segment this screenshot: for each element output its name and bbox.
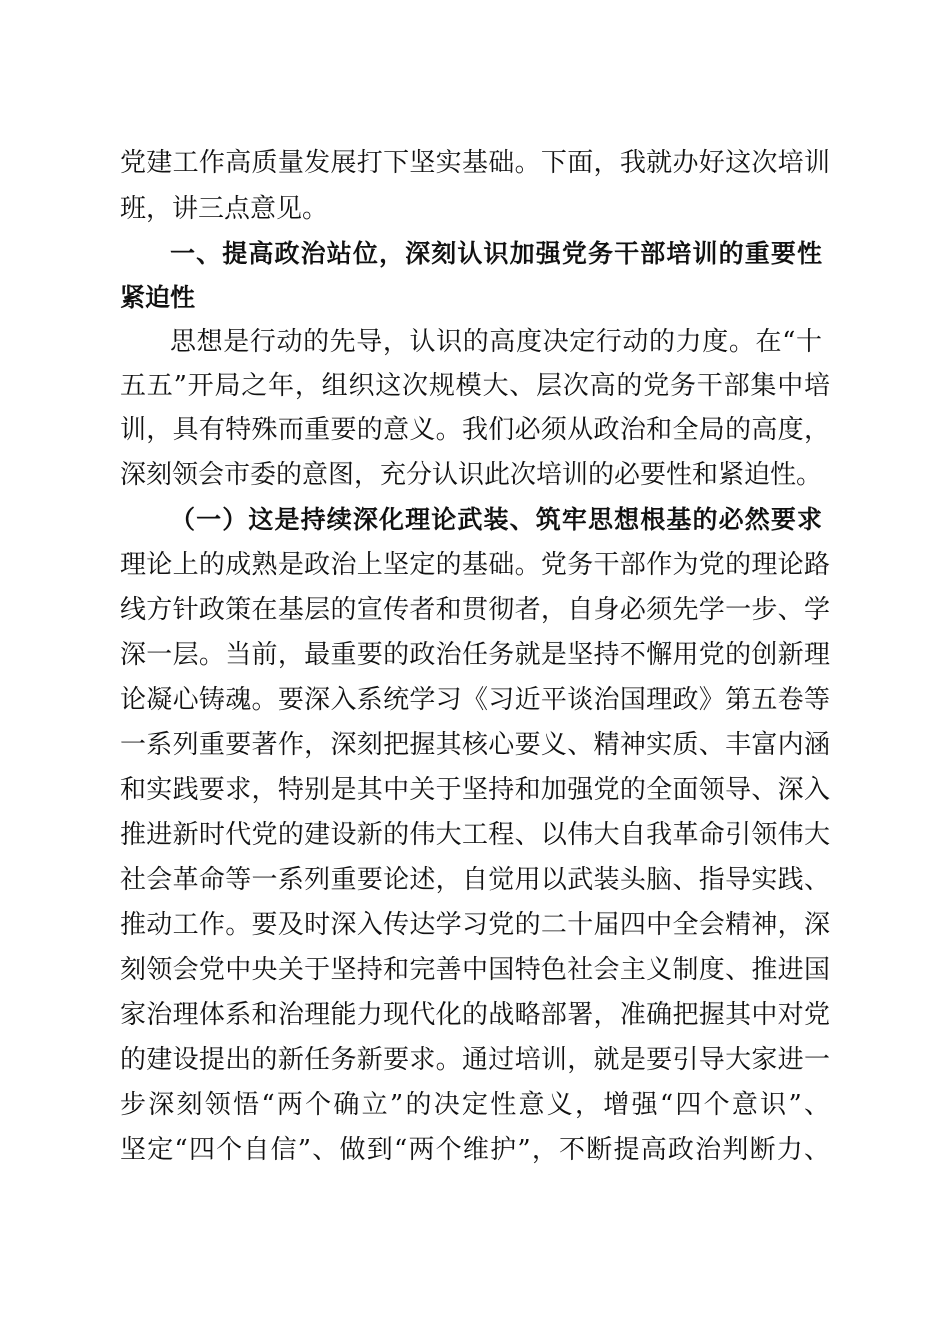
- body-text-line: 一系列重要著作，深刻把握其核心要义、精神实质、丰富内涵: [120, 730, 830, 760]
- body-text-line: 党建工作高质量发展打下坚实基础。下面，我就办好这次培训: [120, 148, 830, 178]
- body-text-line: 论凝心铸魂。要深入系统学习《习近平谈治国理政》第五卷等: [120, 685, 830, 715]
- body-text-line: 刻领会党中央关于坚持和完善中国特色社会主义制度、推进国: [120, 955, 830, 985]
- body-text-line: 的建设提出的新任务新要求。通过培训，就是要引导大家进一: [120, 1045, 830, 1075]
- body-text-line: 五五”开局之年，组织这次规模大、层次高的党务干部集中培: [120, 371, 830, 401]
- body-text-line: 和实践要求，特别是其中关于坚持和加强党的全面领导、深入: [120, 775, 830, 805]
- body-text-line: 推进新时代党的建设新的伟大工程、以伟大自我革命引领伟大: [120, 820, 830, 850]
- body-text-line: 社会革命等一系列重要论述，自觉用以武装头脑、指导实践、: [120, 865, 830, 895]
- subsection-heading: （一）这是持续深化理论武装、筑牢思想根基的必然要求: [170, 505, 822, 534]
- section-heading: 一、提高政治站位，深刻认识加强党务干部培训的重要性: [170, 239, 822, 268]
- body-text-line: 线方针政策在基层的宣传者和贯彻者，自身必须先学一步、学: [120, 595, 830, 625]
- body-text-line: 深刻领会市委的意图，充分认识此次培训的必要性和紧迫性。: [120, 460, 823, 490]
- body-text-line: 训，具有特殊而重要的意义。我们必须从政治和全局的高度，: [120, 415, 830, 445]
- body-text-line: 理论上的成熟是政治上坚定的基础。党务干部作为党的理论路: [120, 550, 830, 580]
- body-text-line: 班，讲三点意见。: [120, 194, 329, 224]
- section-heading-continued: 紧迫性: [120, 283, 196, 312]
- body-text-line: 步深刻领悟“两个确立”的决定性意义，增强“四个意识”、: [120, 1090, 830, 1120]
- body-text-line: 家治理体系和治理能力现代化的战略部署，准确把握其中对党: [120, 1000, 830, 1030]
- body-text-line: 思想是行动的先导，认识的高度决定行动的力度。在“十: [170, 327, 822, 357]
- body-text-line: 深一层。当前，最重要的政治任务就是坚持不懈用党的创新理: [120, 640, 830, 670]
- body-text-line: 推动工作。要及时深入传达学习党的二十届四中全会精神，深: [120, 910, 830, 940]
- body-text-line: 坚定“四个自信”、做到“两个维护”，不断提高政治判断力、: [120, 1135, 830, 1165]
